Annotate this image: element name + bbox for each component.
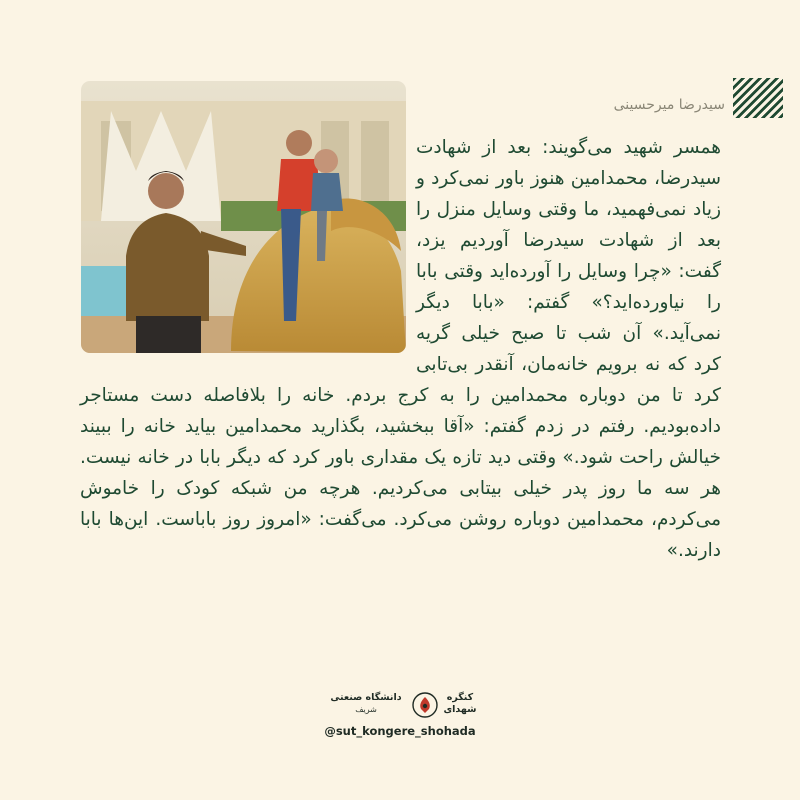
congress-line1: کنگره (446, 692, 474, 703)
tulip-emblem-icon (412, 692, 438, 718)
congress-logo (438, 692, 482, 716)
congress-line2: شهدای (443, 704, 477, 715)
footer-logos (320, 688, 480, 744)
university-subtitle: شریف (355, 705, 377, 714)
university-name: دانشگاه صنعتی (330, 692, 402, 703)
university-logo (326, 692, 406, 716)
story-text: همسر شهید می‌گویند: بعد از شهادت سیدرضا، محمدامین هنوز باور نمی‌کرد و زیاد نمی‌فهمید، ما وقتی وسایل منزل را بعد از شهادت سیدرضا آوردیم یزد، گفت: «چرا وسایل را آورده‌اید وقتی بابا را نیاورده‌اید؟» گفتم: «بابا دیگر نمی‌آید.» آن شب تا صبح خیلی گریه کرد که نه برویم خانه‌مان، آنقدر بی‌تابی کرد تا من دوباره محمدامین را به کرج بردم. خانه را بلافاصله دست مستاجر داده‌بودیم. رفتم در زدم گفتم: «آقا ببخشید، بگذارید محمدامین بیاید خانه را ببیند خیالش راحت شود.» وقتی دید تازه یک مقداری باور کرد که دیگر بابا در خانه نیست. هر سه ما روز پدر خیلی بیتابی می‌کردیم. هرچه من شبکه کودک را خاموش می‌کردم، محمدامین دوباره روشن می‌کرد. می‌گفت: «امروز روز باباست. این‌ها بابا دارند.» (80, 137, 721, 561)
author-name: سیدرضا میرحسینی (613, 97, 725, 113)
social-handle: @sut_kongere_shohada (324, 724, 476, 738)
hatch-pattern-decoration (733, 78, 783, 118)
